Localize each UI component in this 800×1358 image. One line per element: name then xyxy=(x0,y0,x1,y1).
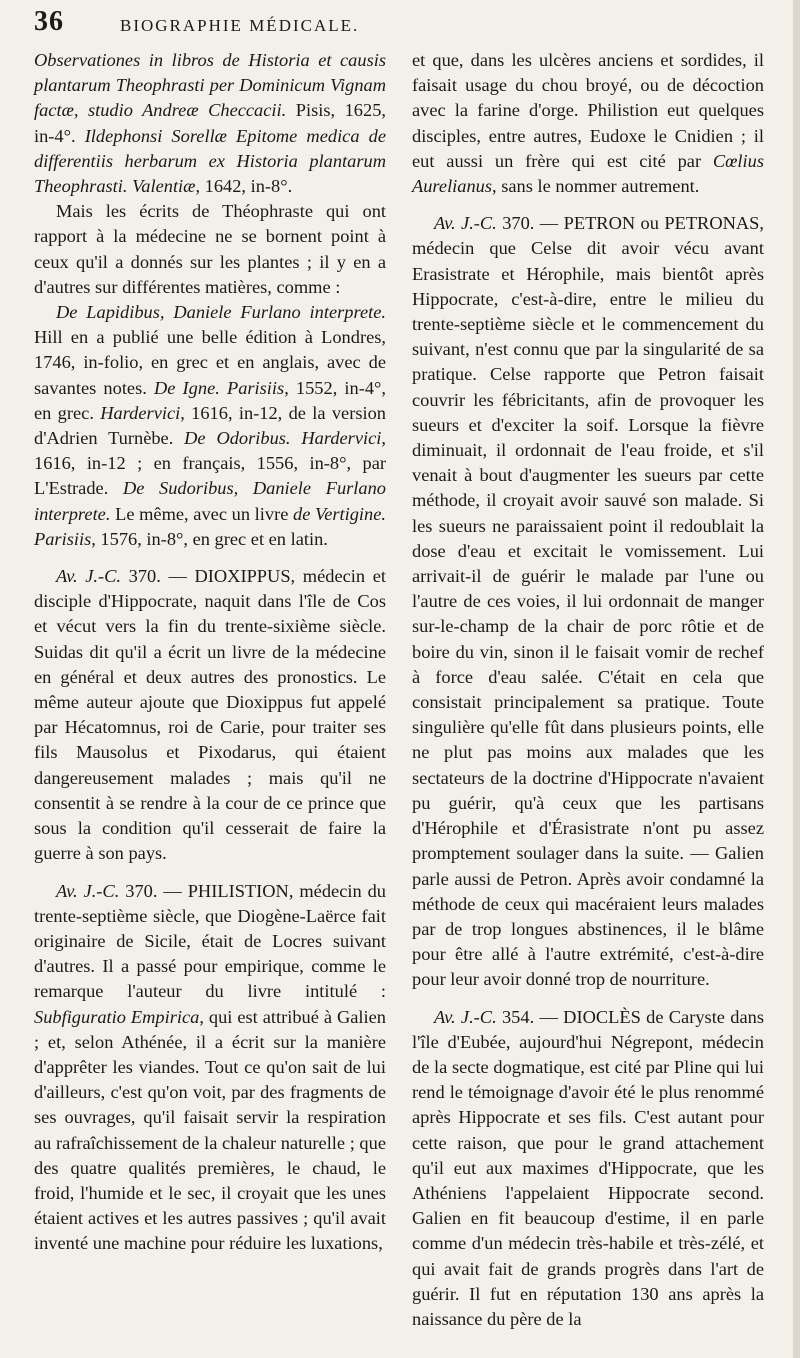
imprint: Pisis, 1625, in-4°. xyxy=(34,100,386,146)
page-edge-shadow xyxy=(793,0,800,1358)
imprint: , 1552, in-4°, en grec. xyxy=(34,377,386,423)
imprint: , 1616, in-12, de la version d'Adrien Turnèbe. xyxy=(34,402,386,449)
imprint: Hill en a publié une belle édition à Londres, 1746, in-folio, en grec et en anglais, avec de savantes notes. xyxy=(34,327,386,398)
entry-text: et que, dans les ulcères anciens et sordides, il faisait usage du chou broyé, ou de décoction avec la farine d'orge. Philistion eut quelques disciples, entre autres, Eudoxe le Cnidien ; il eut aussi un frère qui est cité par xyxy=(412,50,764,171)
biography-entry-diocles xyxy=(412,1005,764,1333)
entry-date: Av. J.-C. xyxy=(434,213,497,234)
entry-text: 370. — DIOXIPPUS, médecin et disciple d'Hippocrate, naquit dans l'île de Cos et vécut vers la fin du trente-sixième siècle. Suidas dit qu'il a écrit un livre de la médecine en général et deux autres des pronostics. Le même auteur ajoute que Dioxippus fut appelé par Hécatomnus, roi de Carie, pour traiter ses fils Mausolus et Pixodarus, qui étaient dangereusement malades ; mais qu'il ne consentit à se rendre à la cour de ce prince que sous la condition qu'il cesserait de faire la guerre à son pays. xyxy=(34,566,386,864)
imprint: , 1576, in-8°, en grec et en latin. xyxy=(91,528,328,549)
author-name: Cœlius Aurelianus xyxy=(412,150,764,197)
book-title: Subfiguratio Empirica xyxy=(34,1006,200,1027)
bibliography-list xyxy=(34,300,386,552)
book-title: De Odoribus. Hardervici xyxy=(184,428,382,449)
imprint: , 1616, in-12 ; en français, 1556, in-8°, par L'Estrade. xyxy=(34,428,386,499)
entry-text: , qui est attribué à Galien ; et, selon Athénée, il a écrit sur la manière d'apprêter les viandes. Tout ce qu'on sait de lui d'ailleurs, c'est qu'on voit, par des fragments de ses ouvrages, qu'il faisait servir la respiration au rafraîchissement de la chaleur naturelle ; que des quatre qualités premières, le chaud, le froid, l'humide et le sec, il croyait que les unes étaient actives et les autres passives ; qu'il avait inventé une machine pour réduire les luxations, xyxy=(34,1006,386,1254)
entry-date: Av. J.-C. xyxy=(434,1006,497,1027)
biography-entry-philistion xyxy=(34,879,386,1257)
book-title: De Lapidibus, Daniele Furlano interprete. xyxy=(56,302,386,323)
left-column xyxy=(34,48,386,1257)
book-title: Ildephonsi Sorellæ Epitome medica de differentiis herbarum ex Historia plantarum Theophrasti. Valentiæ xyxy=(34,125,386,197)
imprint: Le même, avec un livre xyxy=(110,503,293,524)
book-title: De Sudoribus, Daniele Furlano interprete. xyxy=(34,478,386,524)
bibliography-entry xyxy=(34,48,386,199)
imprint: , 1642, in-8°. xyxy=(195,176,293,197)
paragraph: Mais les écrits de Théophraste qui ont rapport à la médecine ne se bornent point à ceux qu'il a donnés sur les plantes ; il y en a d'autres sur différentes matières, comme : xyxy=(34,201,386,297)
biography-entry-petron xyxy=(412,211,764,992)
entry-text: , sans le nommer autrement. xyxy=(492,176,700,197)
book-title: de Vertigine. Parisiis xyxy=(34,503,386,549)
entry-date: Av. J.-C. xyxy=(56,566,121,587)
entry-text: 370. — PHILISTION, médecin du trente-septième siècle, que Diogène-Laërce fait originaire de Sicile, était de Locres suivant d'autres. Il a passé pour empirique, comme le remarque l'auteur du livre intitulé : xyxy=(34,880,387,1002)
book-title: Observationes in libros de Historia et causis plantarum Theophrasti per Dominicum Vignam factæ, studio Andreæ Checcacii. xyxy=(34,50,386,121)
running-head: BIOGRAPHIE MÉDICALE. xyxy=(120,16,360,35)
right-column xyxy=(412,48,764,1332)
book-title: De Igne. Parisiis xyxy=(153,377,285,398)
page-number: 36 xyxy=(34,6,64,37)
paragraph-continuation xyxy=(412,48,764,199)
entry-date: Av. J.-C. xyxy=(56,880,120,901)
entry-text: 370. — PETRON ou PETRONAS, médecin que Celse dit avoir vécu avant Erasistrate et Hérophile, mais bientôt après Hippocrate, c'est-à-dire, entre le milieu du trente-septième siècle et le commencement du suivant, n'est connu que par la singularité de sa pratique. Celse rapporte que Petron faisait couvrir les fébricitants, afin de provoquer les sueurs et d'exciter la soif. Lorsque la fièvre diminuait, il ordonnait de l'eau froide, et s'il venait à bout d'augmenter les sueurs par cette méthode, il croyait avoir sauvé son malade. Si les sueurs ne paraissaient point il redoublait la dose d'eau et excitait le vomissement. Lui arrivait-il de guérir le malade par l'une ou l'autre de ces voies, il lui ordonnait de manger sur-le-champ de la chair de porc rôtie et de boire du vin, sinon il le faisait vomir de rechef à force d'eau salée. C'était en cela que consistait principalement sa pratique. Toute singulière qu'elle fût dans plusieurs points, elle ne plut pas moins aux malades que les sectateurs de la doctrine d'Hippocrate n'avaient pu guérir, qu'à ceux que les partisans d'Hérophile et d'Érasistrate n'ont pu assez promptement soulager dans la suite. — Galien parle aussi de Petron. Après avoir condamné la méthode de ceux qui macéraient leurs malades par de trop longues abstinences, il le blâme pour être allé à l'autre extrémité, c'est-à-dire pour leur avoir donné trop de nourriture. xyxy=(412,213,764,990)
entry-text: 354. — DIOCLÈS de Caryste dans l'île d'Eubée, aujourd'hui Négrepont, médecin de la secte dogmatique, est cité par Pline qui lui rend le témoignage d'avoir été le plus renommé après Hippocrate et ses fils. C'est autant pour cette raison, que pour le grand attachement qu'il eut aux maximes d'Hippocrate, que les Athéniens l'appelaient Hippocrate second. Galien en fit beaucoup d'estime, il en parle comme d'un médecin très-habile et très-zélé, et qui avait fait de grands progrès dans l'art de guérir. Il fut en réputation 130 ans après la naissance du père de la xyxy=(412,1006,764,1329)
book-title: Hardervici xyxy=(100,402,181,423)
biography-entry-dioxippus xyxy=(34,564,386,866)
